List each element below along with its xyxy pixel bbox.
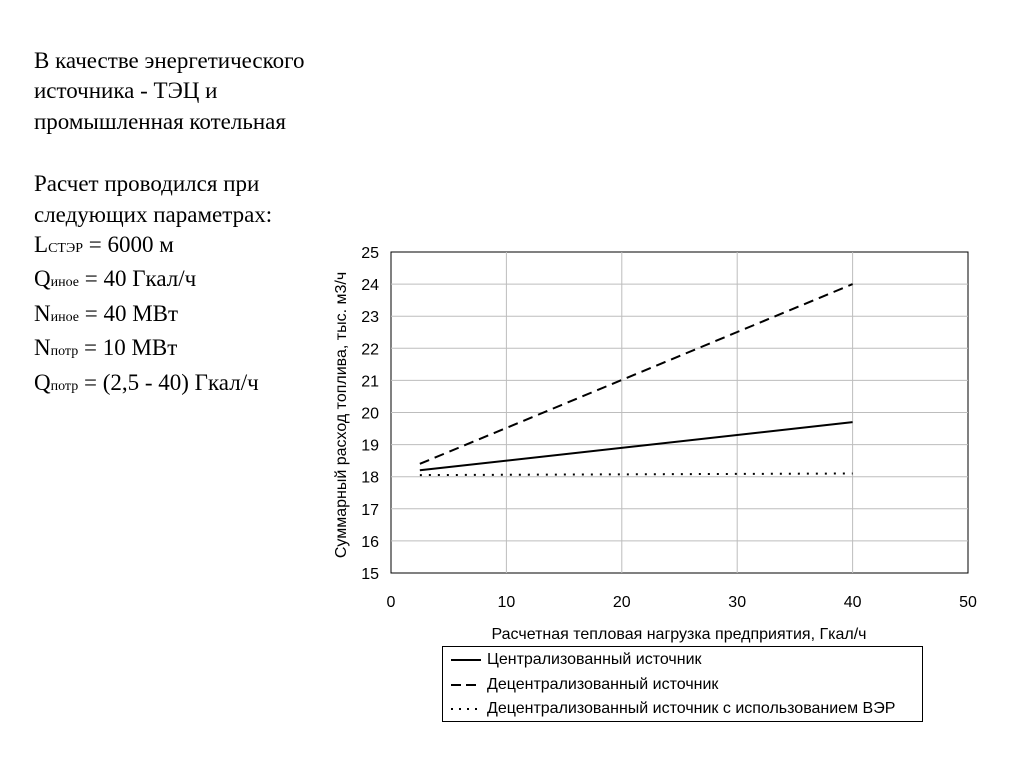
y-tick-label: 25 [361, 245, 379, 262]
y-tick-label: 15 [361, 566, 379, 583]
x-axis-label: Расчетная тепловая нагрузка предприятия, Гкал/ч [491, 626, 867, 643]
y-tick-label: 21 [361, 373, 379, 391]
param-q-inoe: Qиное = 40 Гкал/ч [34, 266, 197, 292]
chart-legend [442, 646, 923, 722]
param-n-potr: Nпотр = 10 МВт [34, 335, 178, 361]
y-tick-label: 20 [361, 405, 379, 423]
x-tick-label: 0 [386, 594, 396, 611]
x-tick-label: 30 [728, 594, 747, 611]
y-tick-label: 19 [361, 437, 379, 455]
x-tick-label: 40 [843, 594, 862, 611]
y-tick-label: 18 [361, 469, 379, 487]
series-line-dashed [420, 284, 853, 464]
intro-line-1: В качестве энергетического [34, 48, 305, 73]
y-tick-label: 16 [361, 533, 379, 551]
y-axis-label: Суммарный расход топлива, тыс. м3/ч [333, 271, 350, 559]
y-tick-label: 17 [361, 501, 379, 519]
param-q-potr: Qпотр = (2,5 - 40) Гкал/ч [34, 369, 259, 395]
tick-labels [361, 245, 977, 611]
series-line-solid [420, 422, 853, 470]
intro-line-2: источника - ТЭЦ и [34, 78, 218, 104]
legend-label-decentralized: Децентрализованный источник [487, 676, 719, 693]
param-n-inoe: Nиное = 40 МВт [34, 300, 179, 326]
param-l-ster: LСТЭР = 6000 м [34, 232, 174, 258]
y-tick-label: 22 [361, 341, 379, 359]
y-tick-label: 23 [361, 309, 379, 327]
params-heading-2: следующих параметрах: [34, 201, 273, 227]
params-heading-1: Расчет проводился при [34, 171, 260, 197]
y-tick-label: 24 [361, 277, 379, 295]
intro-line-3: промышленная котельная [34, 108, 286, 134]
legend-label-centralized: Централизованный источник [487, 651, 702, 668]
series-line-dotted [420, 473, 853, 475]
x-tick-label: 50 [959, 594, 977, 611]
legend-solid-line-icon [451, 653, 481, 667]
x-tick-label: 10 [497, 594, 516, 611]
legend-dotted-line-icon [451, 702, 481, 716]
legend-item-centralized [443, 649, 922, 671]
x-tick-label: 20 [612, 594, 631, 611]
legend-dashed-line-icon [451, 678, 481, 692]
legend-item-decentralized [443, 674, 922, 696]
grid-lines [391, 252, 968, 573]
legend-item-decentralized-ver [443, 698, 922, 720]
legend-label-decentralized-ver: Децентрализованный источник с использованием ВЭР [487, 700, 896, 717]
series-lines [420, 284, 853, 475]
